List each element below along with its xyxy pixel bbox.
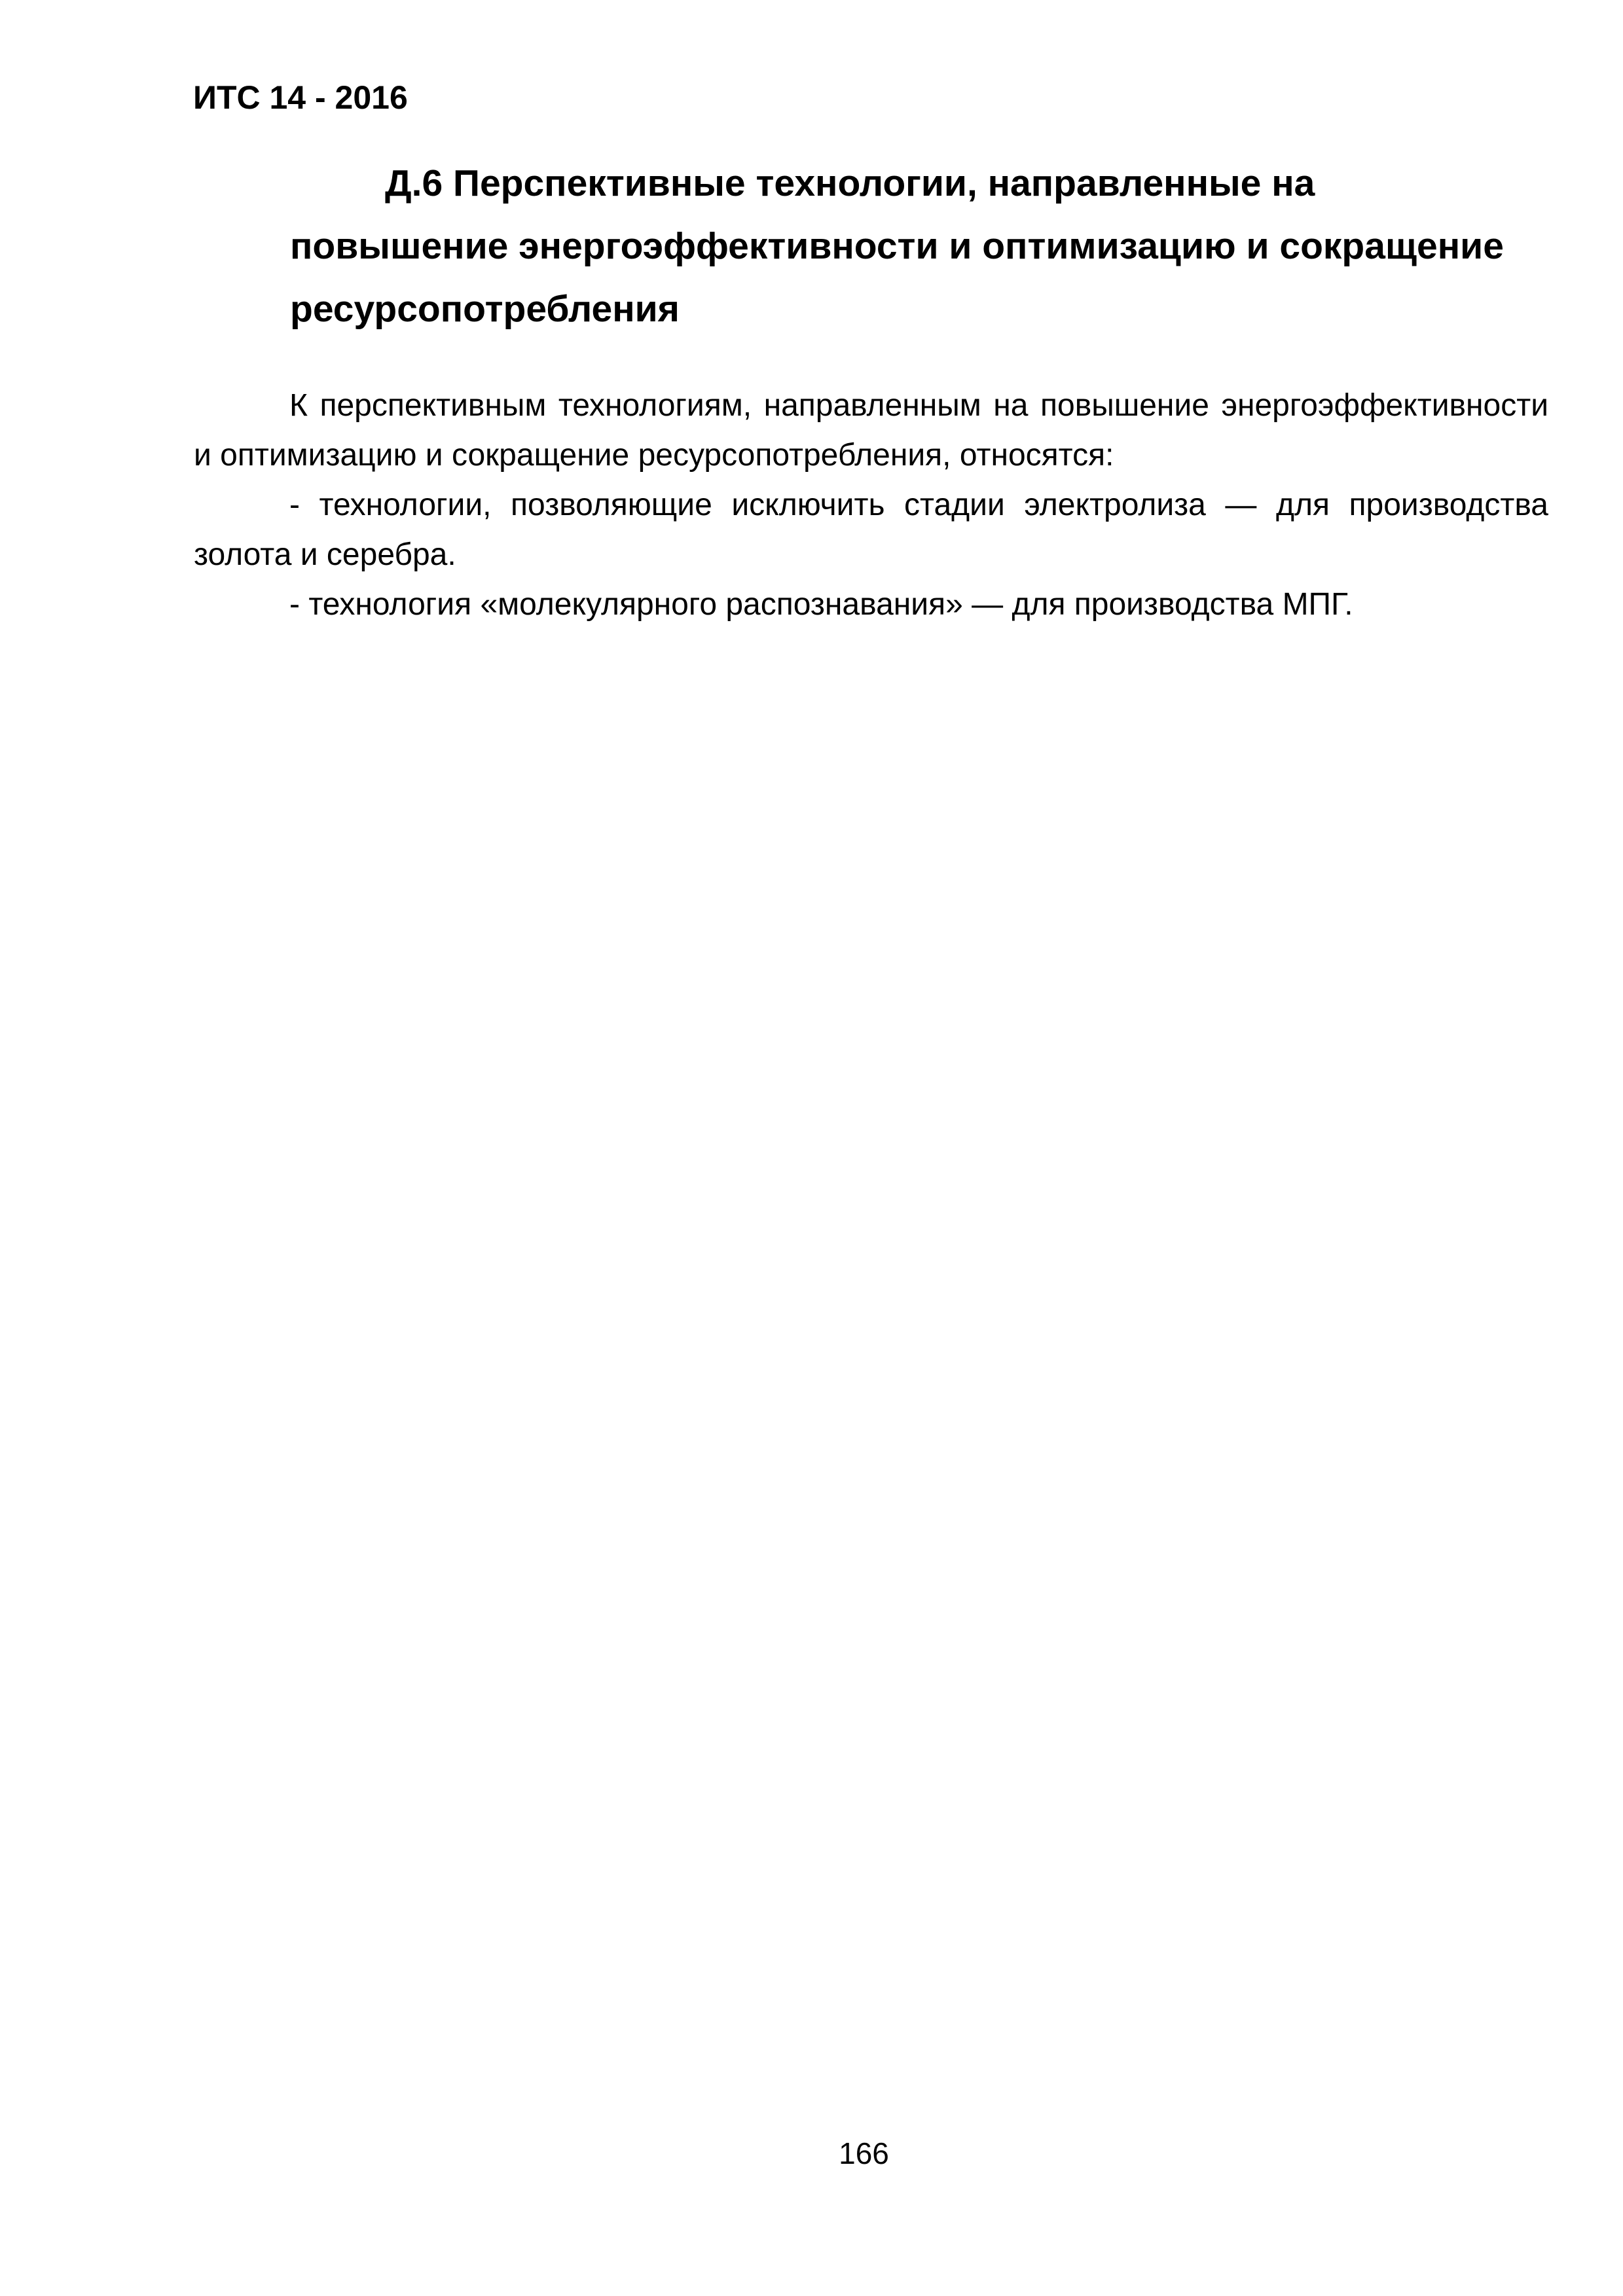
list-item: - технология «молекулярного распознавания» — для производства МПГ. bbox=[289, 587, 1353, 622]
body-text bbox=[194, 381, 1548, 630]
intro-paragraph: К перспективным технологиям, направленным на повышение энергоэффективности и оптимизацию и сокращение ресурсопотребления, относятся: bbox=[194, 388, 1548, 473]
section-heading-line: Д.6 Перспективные технологии, направленные на bbox=[385, 162, 1315, 204]
section-heading-line: повышение энергоэффективности и оптимизацию и сокращение bbox=[290, 225, 1504, 267]
page-number: 166 bbox=[839, 2136, 889, 2170]
list-item: - технологии, позволяющие исключить стадии электролиза — для производства золота и серебра. bbox=[194, 488, 1548, 572]
section-heading bbox=[290, 152, 1560, 340]
document-code: ИТС 14 - 2016 bbox=[193, 79, 408, 116]
section-heading-line: ресурсопотребления bbox=[290, 288, 680, 330]
